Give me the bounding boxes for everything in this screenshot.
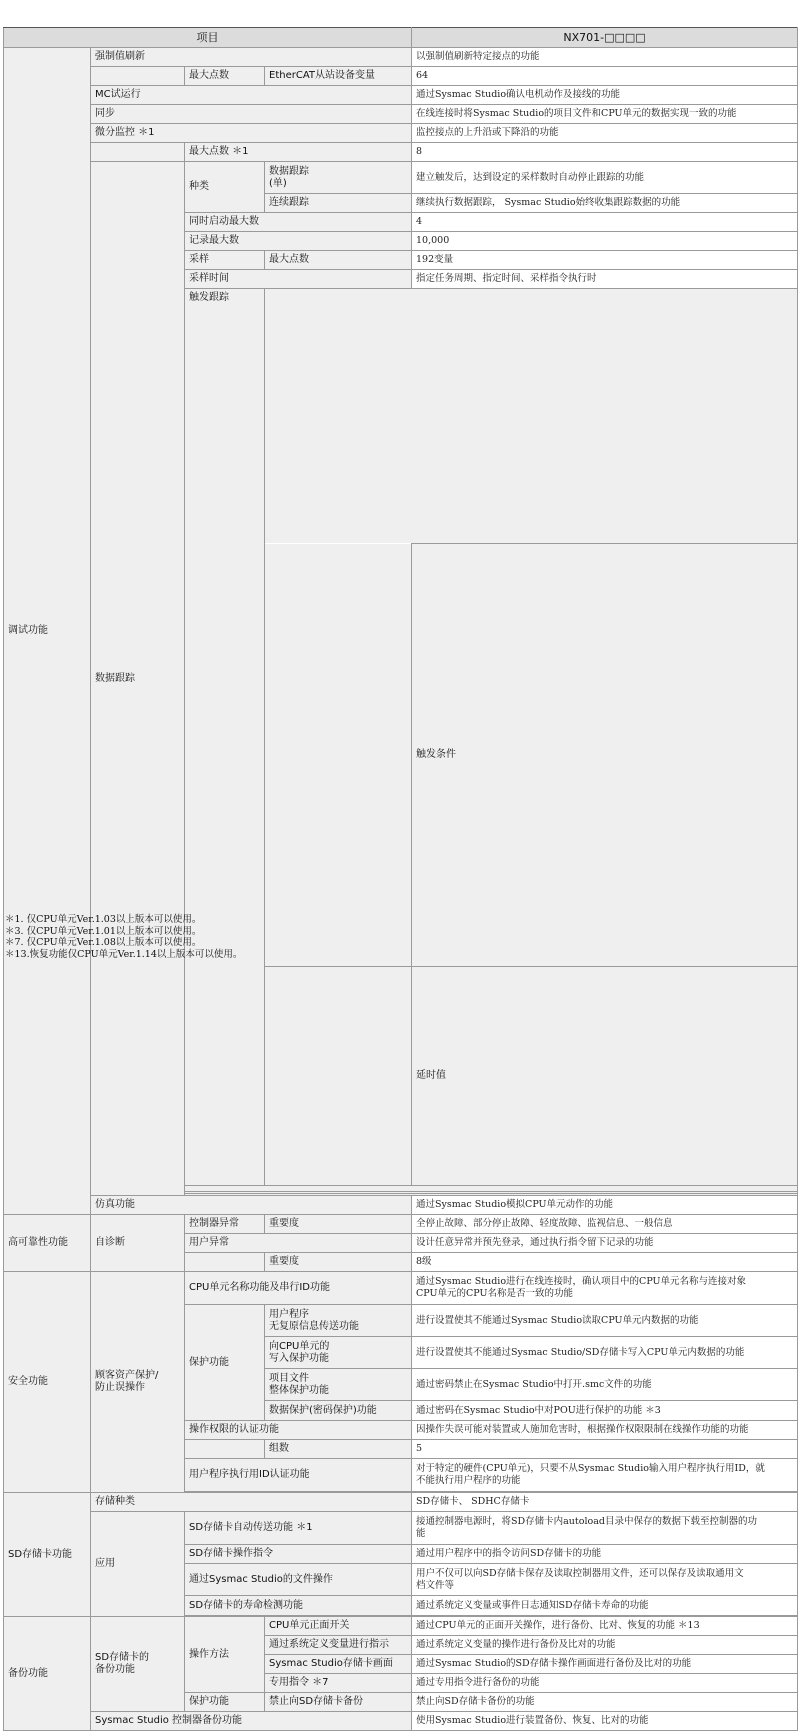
row-value: 在线连接时将Sysmac Studio的项目文件和CPU单元的数据实现一致的功能 bbox=[412, 105, 798, 124]
table-row bbox=[4, 1493, 798, 1512]
header-item: 项目 bbox=[4, 28, 412, 48]
row-value: 以强制值刷新特定接点的功能 bbox=[412, 48, 798, 67]
group-sd: SD存储卡功能 bbox=[4, 1493, 91, 1617]
row-label: 同步 bbox=[91, 105, 412, 124]
row-value: 10,000 bbox=[412, 232, 798, 251]
row-label: CPU单元名称功能及串行ID功能 bbox=[185, 1272, 412, 1305]
row-value: SD存储卡、 SDHC存储卡 bbox=[412, 1493, 798, 1512]
row-label: 项目文件 整体保护功能 bbox=[265, 1369, 412, 1401]
row-label: 强制值刷新 bbox=[91, 48, 412, 67]
row-label: 控制器异常 bbox=[185, 1215, 265, 1234]
row-value: 设计任意异常并预先登录，通过执行指令留下记录的功能 bbox=[412, 1234, 798, 1253]
row-value: 8级 bbox=[412, 1253, 798, 1272]
row-label: 记录最大数 bbox=[185, 232, 412, 251]
row-value: 对于特定的硬件(CPU单元)，只要不从Sysmac Studio输入用户程序执行用ID，就 不能执行用户程序的功能 bbox=[412, 1459, 798, 1492]
table-row bbox=[4, 143, 798, 162]
row-value: 全停止故障、部分停止故障、轻度故障、监视信息、一般信息 bbox=[412, 1215, 798, 1234]
row-label: 存储种类 bbox=[91, 1493, 412, 1512]
row-label: 用户程序 无复原信息传送功能 bbox=[265, 1305, 412, 1337]
row-value: 通过Sysmac Studio的SD存储卡操作画面进行备份及比对的功能 bbox=[412, 1655, 798, 1674]
row-label: 重要度 bbox=[265, 1215, 412, 1234]
row-value: 继续执行数据跟踪， Sysmac Studio始终收集跟踪数据的功能 bbox=[412, 194, 798, 213]
row-label: 专用指令 ＊7 bbox=[265, 1674, 412, 1693]
row-label: Sysmac Studio存储卡画面 bbox=[265, 1655, 412, 1674]
table-row bbox=[4, 124, 798, 143]
row-label: 延时值 bbox=[412, 967, 798, 1186]
row-value: 通过专用指令进行备份的功能 bbox=[412, 1674, 798, 1693]
row-value: 因操作失误可能对装置或人施加危害时，根据操作权限限制在线操作功能的功能 bbox=[412, 1421, 798, 1440]
row-label: 仿真功能 bbox=[91, 1196, 412, 1215]
table-row bbox=[4, 48, 798, 67]
row-value: 进行设置使其不能通过Sysmac Studio读取CPU单元内数据的功能 bbox=[412, 1305, 798, 1337]
blank-cell bbox=[265, 289, 798, 544]
row-value: 通过用户程序中的指令访问SD存储卡的功能 bbox=[412, 1545, 798, 1564]
row-label: CPU单元正面开关 bbox=[265, 1617, 412, 1636]
table-row bbox=[4, 1196, 798, 1215]
row-label: 保护功能 bbox=[185, 1693, 265, 1712]
row-value: 通过Sysmac Studio进行在线连接时，确认项目中的CPU单元名称与连接对象 CPU单元的CPU名称是否一致的功能 bbox=[412, 1272, 798, 1305]
row-label: 应用 bbox=[91, 1512, 185, 1617]
row-label: 最大点数 ＊1 bbox=[185, 143, 412, 162]
row-value: 192变量 bbox=[412, 251, 798, 270]
row-label: SD存储卡的寿命检测功能 bbox=[185, 1596, 412, 1616]
row-label: 触发跟踪 bbox=[185, 289, 265, 1186]
table-row bbox=[4, 105, 798, 124]
row-label: Sysmac Studio 控制器备份功能 bbox=[91, 1712, 412, 1731]
row-label: 保护功能 bbox=[185, 1305, 265, 1421]
row-label: 操作方法 bbox=[185, 1617, 265, 1693]
row-value: 8 bbox=[412, 143, 798, 162]
row-value: 监控接点的上升沿或下降沿的功能 bbox=[412, 124, 798, 143]
group-security: 安全功能 bbox=[4, 1272, 91, 1493]
row-label: SD存储卡自动传送功能 ＊1 bbox=[185, 1512, 412, 1545]
row-label: 采样 bbox=[185, 251, 265, 270]
row-value: 4 bbox=[412, 213, 798, 232]
row-label: 重要度 bbox=[265, 1253, 412, 1272]
row-value: 建立触发后，达到设定的采样数时自动停止跟踪的功能 bbox=[412, 162, 798, 194]
spec-table bbox=[3, 27, 798, 1731]
row-label: SD存储卡的 备份功能 bbox=[91, 1617, 185, 1712]
blank-cell bbox=[91, 143, 185, 162]
row-value: 通过Sysmac Studio模拟CPU单元动作的功能 bbox=[412, 1196, 798, 1215]
blank-cell bbox=[185, 1440, 265, 1459]
row-value: 用户不仅可以向SD存储卡保存及读取控制器用文件，还可以保存及读取通用文 档文件等 bbox=[412, 1564, 798, 1596]
row-value: 通过密码禁止在Sysmac Studio中打开.smc文件的功能 bbox=[412, 1369, 798, 1401]
row-label: 自诊断 bbox=[91, 1215, 185, 1272]
table-row bbox=[4, 67, 798, 86]
table-row bbox=[4, 1617, 798, 1636]
row-value: 通过密码在Sysmac Studio中对POU进行保护的功能 ＊3 bbox=[412, 1401, 798, 1421]
footnotes bbox=[5, 914, 795, 960]
row-label: 用户异常 bbox=[185, 1234, 412, 1253]
row-value: 通过系统定义变量的操作进行备份及比对的功能 bbox=[412, 1636, 798, 1655]
row-label: 最大点数 bbox=[265, 251, 412, 270]
table-row bbox=[4, 1215, 798, 1234]
row-label: 顾客资产保护/ 防止误操作 bbox=[91, 1272, 185, 1493]
group-backup: 备份功能 bbox=[4, 1617, 91, 1731]
table-row bbox=[4, 86, 798, 105]
row-label: 通过系统定义变量进行指示 bbox=[265, 1636, 412, 1655]
table-row bbox=[4, 162, 798, 194]
blank-cell bbox=[265, 967, 412, 1186]
header-model: NX701-□□□□ bbox=[412, 28, 798, 48]
row-value: 进行设置使其不能通过Sysmac Studio/SD存储卡写入CPU单元内数据的功能 bbox=[412, 1337, 798, 1369]
row-label: 微分监控 ＊1 bbox=[91, 124, 412, 143]
blank-cell bbox=[91, 67, 185, 86]
footnote: ＊3. 仅CPU单元Ver.1.01以上版本可以使用。 bbox=[5, 925, 202, 937]
row-label: SD存储卡操作指令 bbox=[185, 1545, 412, 1564]
group-debug: 调试功能 bbox=[4, 48, 91, 1215]
row-value: 接通控制器电源时，将SD存储卡内autoload目录中保存的数据下载至控制器的功 能 bbox=[412, 1512, 798, 1545]
table-row bbox=[4, 1712, 798, 1731]
row-label: 通过Sysmac Studio的文件操作 bbox=[185, 1564, 412, 1596]
row-label: 用户程序执行用ID认证功能 bbox=[185, 1459, 412, 1492]
blank-cell bbox=[265, 544, 412, 967]
row-value: 通过Sysmac Studio确认电机动作及接线的功能 bbox=[412, 86, 798, 105]
row-label: 采样时间 bbox=[185, 270, 412, 289]
row-label: MC试运行 bbox=[91, 86, 412, 105]
row-label: 同时启动最大数 bbox=[185, 213, 412, 232]
row-value: 64 bbox=[412, 67, 798, 86]
row-label: 数据跟踪 (单) bbox=[265, 162, 412, 194]
row-label: 连续跟踪 bbox=[265, 194, 412, 213]
row-value: 通过系统定义变量或事件日志通知SD存储卡寿命的功能 bbox=[412, 1596, 798, 1616]
row-label: 组数 bbox=[265, 1440, 412, 1459]
row-label: 禁止向SD存储卡备份 bbox=[265, 1693, 412, 1712]
row-label: 触发条件 bbox=[412, 544, 798, 967]
table-row bbox=[4, 1272, 798, 1305]
row-value: 使用Sysmac Studio进行装置备份、恢复、比对的功能 bbox=[412, 1712, 798, 1731]
row-value: 指定任务周期、指定时间、采样指令执行时 bbox=[412, 270, 798, 289]
row-label: 数据跟踪 bbox=[91, 162, 185, 1196]
row-label: 数据保护(密码保护)功能 bbox=[265, 1401, 412, 1421]
row-value: 禁止向SD存储卡备份的功能 bbox=[412, 1693, 798, 1712]
group-reliability: 高可靠性功能 bbox=[4, 1215, 91, 1272]
row-value: 5 bbox=[412, 1440, 798, 1459]
blank-cell bbox=[185, 1253, 265, 1272]
footnote: ＊7. 仅CPU单元Ver.1.08以上版本可以使用。 bbox=[5, 937, 202, 948]
row-label: 操作权限的认证功能 bbox=[185, 1421, 412, 1440]
table-row bbox=[4, 1512, 798, 1545]
row-value: 通过CPU单元的正面开关操作，进行备份、比对、恢复的功能 ＊13 bbox=[412, 1617, 798, 1636]
footnote: ＊1. 仅CPU单元Ver.1.03以上版本可以使用。 bbox=[5, 914, 202, 925]
row-label: 种类 bbox=[185, 162, 265, 213]
footnote: ＊13.恢复功能仅CPU单元Ver.1.14以上版本可以使用。 bbox=[5, 948, 243, 960]
row-label: 最大点数 bbox=[185, 67, 265, 86]
row-label: 向CPU单元的 写入保护功能 bbox=[265, 1337, 412, 1369]
table-header-row bbox=[4, 28, 798, 48]
row-label: EtherCAT从站设备变量 bbox=[265, 67, 412, 86]
